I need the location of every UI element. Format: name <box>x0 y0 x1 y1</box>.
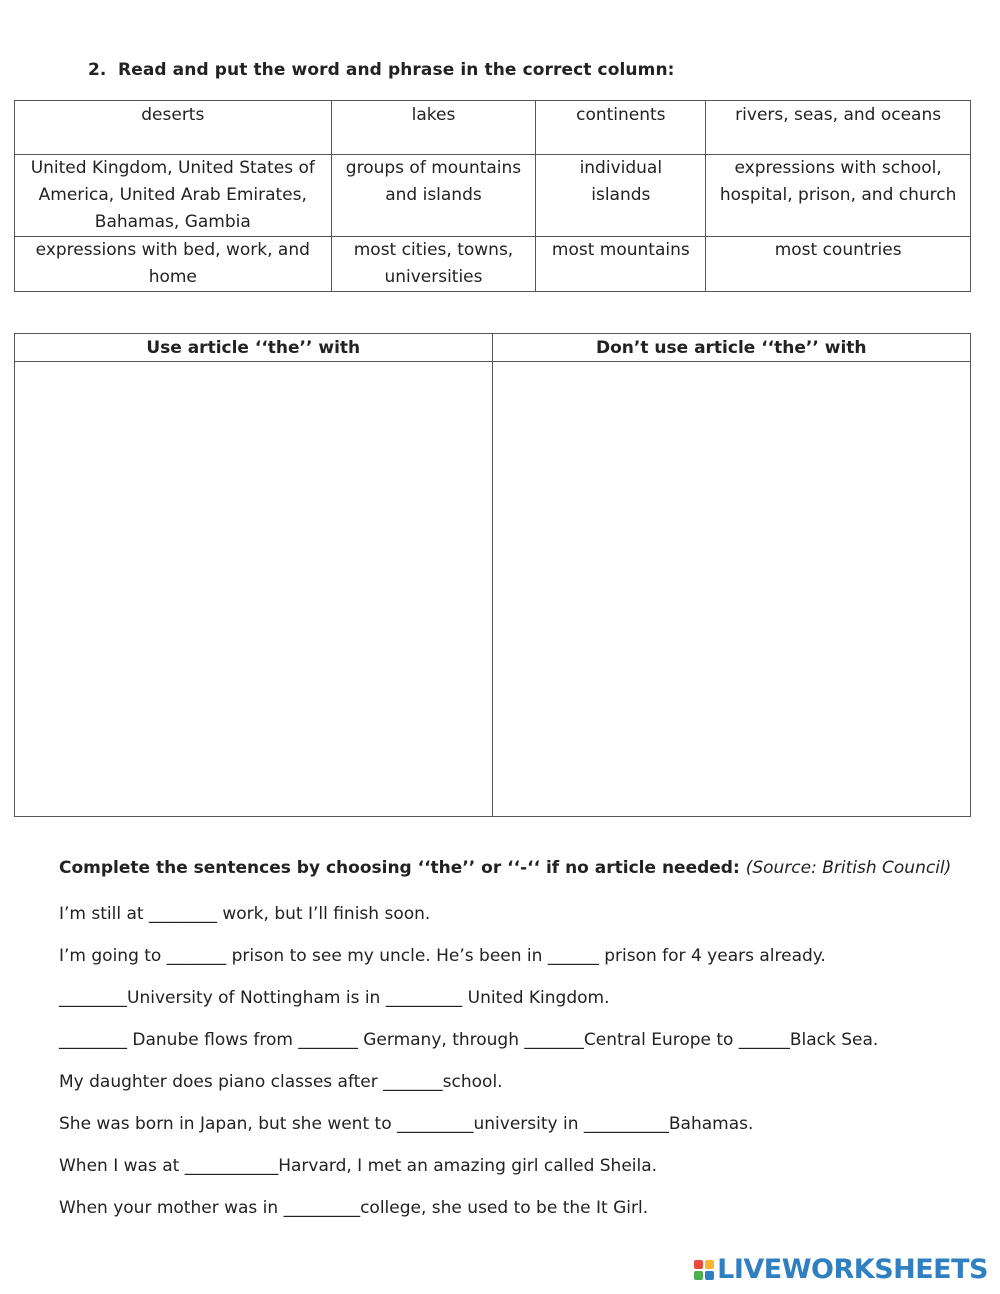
logo-text: LIVEWORKSHEETS <box>717 1254 988 1285</box>
word-bank-cell[interactable]: continents <box>536 101 706 155</box>
word-bank-cell[interactable]: United Kingdom, United States of America, United Arab Emirates, Bahamas, Gambia <box>15 155 332 237</box>
dont-use-the-drop-zone[interactable] <box>492 362 971 817</box>
word-bank-cell[interactable]: most cities, towns, universities <box>331 237 536 292</box>
word-bank-cell[interactable]: lakes <box>331 101 536 155</box>
word-bank-row <box>15 101 971 155</box>
sentence-item: ________ Danube flows from _______ Germany, through _______Central Europe to ______Black Sea. <box>59 1030 879 1050</box>
word-bank-cell[interactable]: most mountains <box>536 237 706 292</box>
word-bank-cell[interactable]: expressions with school, hospital, prison, and church <box>706 155 971 237</box>
use-the-header: Use article ‘‘the’’ with <box>15 334 493 362</box>
sentence-item: ________University of Nottingham is in _________ United Kingdom. <box>59 988 610 1008</box>
sentence-list <box>59 900 878 1236</box>
sentence-item: I’m going to _______ prison to see my uncle. He’s been in ______ prison for 4 years already. <box>59 946 826 966</box>
exercise-number: 2. <box>88 60 107 80</box>
sentence-item: My daughter does piano classes after _______school. <box>59 1072 503 1092</box>
exercise-heading <box>88 60 675 80</box>
sorting-table <box>14 333 971 817</box>
sentence-item: When I was at ___________Harvard, I met an amazing girl called Sheila. <box>59 1156 658 1176</box>
logo-square-blue <box>705 1271 714 1280</box>
logo-mark-icon <box>694 1260 714 1280</box>
task-instruction: Complete the sentences by choosing ‘‘the’’ or ‘‘-‘‘ if no article needed: <box>59 858 740 878</box>
sentences-task-title <box>59 858 951 878</box>
word-bank-cell[interactable]: individual islands <box>536 155 706 237</box>
liveworksheets-logo <box>694 1254 988 1285</box>
task-source: (Source: British Council) <box>745 858 952 878</box>
word-bank-cell[interactable]: most countries <box>706 237 971 292</box>
logo-square-red <box>694 1260 703 1269</box>
exercise-instruction: Read and put the word and phrase in the correct column: <box>118 60 675 80</box>
use-the-drop-zone[interactable] <box>15 362 493 817</box>
word-bank-cell[interactable]: expressions with bed, work, and home <box>15 237 332 292</box>
dont-use-the-header: Don’t use article ‘‘the’’ with <box>492 334 971 362</box>
word-bank-cell[interactable]: rivers, seas, and oceans <box>706 101 971 155</box>
word-bank-table <box>14 100 971 292</box>
sentence-item: When your mother was in _________college, she used to be the It Girl. <box>59 1198 649 1218</box>
sorting-header-row <box>15 334 971 362</box>
logo-square-green <box>694 1271 703 1280</box>
word-bank-row <box>15 155 971 237</box>
logo-square-yellow <box>705 1260 714 1269</box>
word-bank-cell[interactable]: groups of mountains and islands <box>331 155 536 237</box>
sentence-item: She was born in Japan, but she went to _________university in __________Bahamas. <box>59 1114 754 1134</box>
sentence-item: I’m still at ________ work, but I’ll finish soon. <box>59 904 431 924</box>
sorting-drop-row <box>15 362 971 817</box>
word-bank-cell[interactable]: deserts <box>15 101 332 155</box>
word-bank-row <box>15 237 971 292</box>
